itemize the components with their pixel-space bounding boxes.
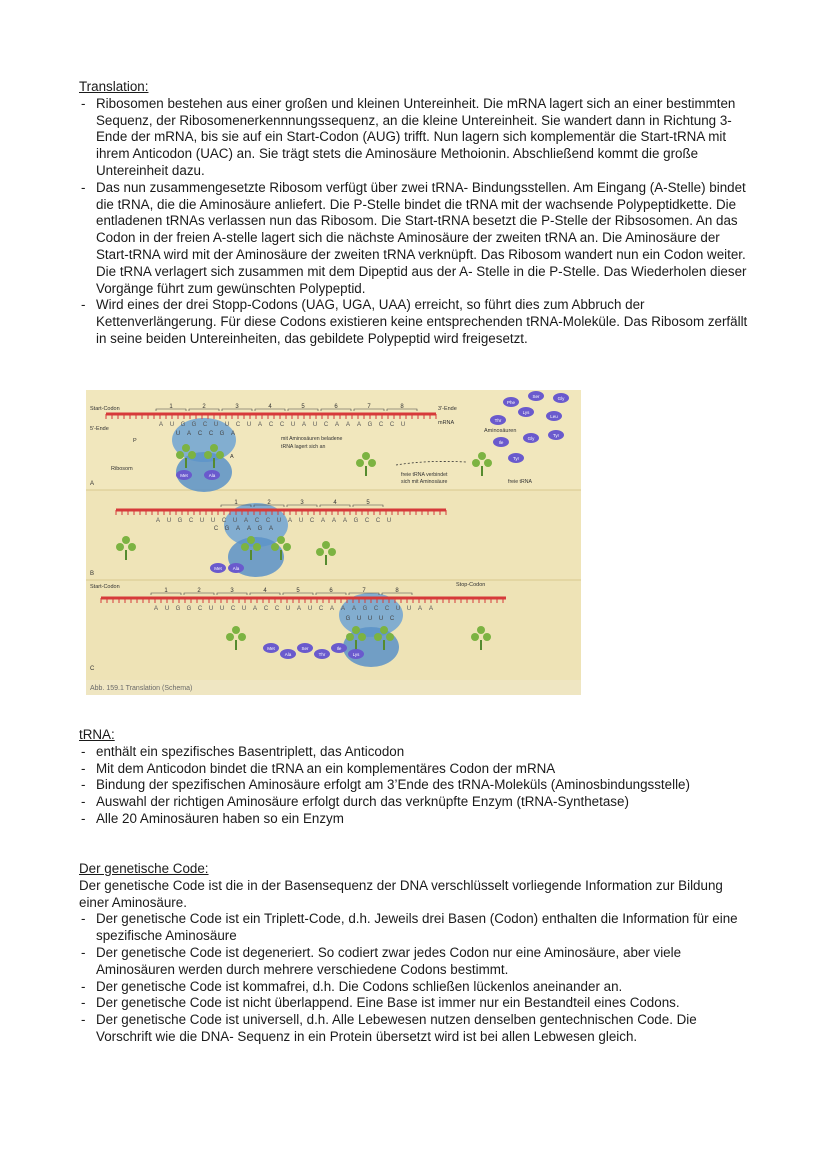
list-item: - Der genetische Code ist nicht überlappend. Eine Base ist immer nur ein Bestandteil eines Codons. — [79, 995, 749, 1012]
mrna-base: U — [166, 518, 172, 524]
mrna-base: A — [287, 518, 293, 524]
mrna-base: A — [331, 518, 337, 524]
codon-number: 2 — [202, 404, 206, 410]
list-item: - Der genetische Code ist degeneriert. So codiert zwar jedes Codon nur eine Aminosäure, aber viele Aminosäuren werden durch mehrere verschiedene Codons bestimmt. — [79, 945, 749, 979]
mrna-base: U — [298, 518, 304, 524]
amino-acid-label: Ala — [284, 652, 292, 657]
amino-acid-label: Ala — [208, 473, 216, 478]
mrna-base: U — [224, 422, 230, 428]
list-item: - Mit dem Anticodon bindet die tRNA an ein komplementäres Codon der mRNA — [79, 761, 749, 778]
amino-acid-label: Ile — [498, 440, 504, 445]
three-end-label: 3'-Ende — [438, 406, 457, 412]
mrna-base: C — [378, 422, 384, 428]
mrna-base: G — [177, 518, 183, 524]
translation-section — [79, 79, 749, 348]
mrna-base: G — [186, 606, 192, 612]
mrna-base: A — [345, 422, 351, 428]
mrna-base: A — [252, 606, 258, 612]
trna — [216, 451, 224, 459]
mrna-base: C — [265, 518, 271, 524]
anticodon-base: U — [356, 616, 362, 622]
trna — [241, 543, 249, 551]
translation-diagram-svg — [86, 390, 581, 695]
trna — [283, 543, 291, 551]
trna — [176, 451, 184, 459]
mrna-base: U — [246, 422, 252, 428]
trna — [210, 444, 218, 452]
codon-number: 8 — [400, 404, 404, 410]
trna — [271, 543, 279, 551]
mrna-base: U — [400, 422, 406, 428]
mrna-base: U — [164, 606, 170, 612]
amino-acid-label: Met — [214, 566, 222, 571]
trna — [253, 543, 261, 551]
trna — [204, 451, 212, 459]
trna — [368, 459, 376, 467]
mrna-base: U — [312, 422, 318, 428]
genetic-code-intro: Der genetische Code ist die in der Basensequenz der DNA verschlüsselt vorliegende Information zur Bildung einer Aminosäure. — [79, 877, 723, 910]
amino-acid-label: Gly — [527, 436, 535, 441]
anticodon-base: A — [186, 431, 192, 437]
list-item: - Der genetische Code ist kommafrei, d.h. Die Codons schließen lückenlos aneinander an. — [79, 979, 749, 996]
loaded-trna-label: mit Aminosäuren beladene — [281, 436, 343, 442]
mrna-base: C — [254, 518, 260, 524]
anticodon-base: C — [197, 431, 203, 437]
mrna-base: C — [274, 606, 280, 612]
trna — [352, 626, 360, 634]
trna — [472, 459, 480, 467]
mrna-base: G — [353, 518, 359, 524]
anticodon-base: G — [345, 616, 351, 622]
amino-acid-label: Thr — [494, 418, 502, 423]
trna — [232, 626, 240, 634]
list-item: - Wird eines der drei Stopp-Codons (UAG, UGA, UAA) erreicht, so führt dies zum Abbruch der Kettenverlängerung. Für diese Codons existieren keine entsprechenden tRNA-Moleküle. Das Ribosom zerfällt in seine beiden Untereinheiten, das gebildete Polypeptid wird freigesetzt. — [79, 297, 749, 347]
mrna-base: U — [395, 606, 401, 612]
trna — [122, 536, 130, 544]
trna — [358, 633, 366, 641]
mrna-base: A — [342, 518, 348, 524]
mrna-base: U — [208, 606, 214, 612]
trna — [182, 444, 190, 452]
amino-acid-label: Gly — [557, 396, 565, 401]
anticodon-base: G — [224, 526, 230, 532]
trna — [471, 633, 479, 641]
codon-number: 5 — [301, 404, 305, 410]
panel-a-label: A — [90, 481, 95, 487]
mrna-base: G — [180, 422, 186, 428]
panel-b-label: B — [90, 571, 95, 577]
mrna-base: U — [232, 518, 238, 524]
mrna-base: C — [235, 422, 241, 428]
mrna-base: A — [153, 606, 159, 612]
mrna-base: A — [155, 518, 161, 524]
list-item: - Das nun zusammengesetzte Ribosom verfügt über zwei tRNA- Bindungsstellen. Am Eingang (A-Stelle) bindet die tRNA, die die Aminosäure anliefert. Die P-Stelle bindet die tRNA mit der wachsende Polypeptidkette. Die entladenen tRNAs verlassen nun das Ribosom. Die Start-tRNA besetzt die P-Stelle der Ribsosomen. An das Codon in der freien A-stelle lagert sich die nächste Aminosäure der zweiten tRNA an. Die Aminosäure der Start-tRNA wird mit der Aminosäure der zweiten tRNA verknüpft. Das Ribosom wandert nun ein Codon weiter. Die tRNA verlagert sich zusammen mit dem Dipeptid aus der A- Stelle in die P-Stelle. Das Wiederholen dieser Vorgänge führt zum gewünschten Polypeptid. — [79, 180, 749, 298]
codon-number: 3 — [230, 588, 234, 594]
list-item: - Alle 20 Aminosäuren haben so ein Enzym — [79, 811, 749, 828]
amino-acid-label: Thr — [318, 652, 326, 657]
ribosome-label: Ribosom — [111, 466, 133, 472]
mrna-base: C — [263, 606, 269, 612]
trna — [362, 452, 370, 460]
mrna-base: C — [197, 606, 203, 612]
loaded-trna-label-2: tRNA lagert sich an — [281, 444, 326, 450]
anticodon-base: C — [389, 616, 395, 622]
anticodon-base: A — [246, 526, 252, 532]
anticodon-base: U — [367, 616, 373, 622]
amino-acids-label: Aminosäuren — [484, 428, 517, 434]
codon-number: 6 — [334, 404, 338, 410]
translation-diagram — [86, 390, 581, 695]
codon-number: 2 — [267, 500, 271, 506]
mrna-base: A — [158, 422, 164, 428]
amino-acid-label: Phe — [506, 400, 516, 405]
ribosome-c-small-subunit — [343, 627, 399, 667]
amino-acid-label: Ser — [301, 646, 309, 651]
mrna-base: C — [309, 518, 315, 524]
trna-list — [79, 744, 749, 828]
start-codon-label: Start-Codon — [90, 584, 120, 590]
amino-acid-label: Lys — [522, 410, 530, 415]
trna — [380, 626, 388, 634]
mrna-base: C — [389, 422, 395, 428]
trna — [477, 626, 485, 634]
trna — [374, 633, 382, 641]
mrna-base: C — [268, 422, 274, 428]
mrna-base: A — [257, 422, 263, 428]
list-item: - Der genetische Code ist ein Triplett-Code, d.h. Jeweils drei Basen (Codon) enthalten die Information für eine spezifische Aminosäure — [79, 911, 749, 945]
anticodon-base: A — [268, 526, 274, 532]
mrna-base: G — [367, 422, 373, 428]
trna — [247, 536, 255, 544]
anticodon-base: C — [208, 431, 214, 437]
mrna-base: C — [279, 422, 285, 428]
p-site-label: P — [133, 438, 137, 444]
mrna-base: A — [243, 518, 249, 524]
amino-acid-label: Leu — [550, 414, 558, 419]
mrna-label: mRNA — [438, 420, 455, 426]
panel-band — [86, 580, 581, 680]
trna — [128, 543, 136, 551]
trna-section — [79, 727, 749, 828]
start-codon-label: Start-Codon — [90, 406, 120, 412]
codon-number: 4 — [333, 500, 337, 506]
mrna-base: C — [202, 422, 208, 428]
free-trna-binds-label-2: sich mit Aminosäure — [401, 479, 448, 485]
mrna-base: A — [340, 606, 346, 612]
amino-acid-label: Ala — [232, 566, 240, 571]
codon-number: 7 — [367, 404, 371, 410]
list-item: - Auswahl der richtigen Aminosäure erfolgt durch das verknüpfte Enzym (tRNA-Synthetase) — [79, 794, 749, 811]
codon-number: 7 — [362, 588, 366, 594]
trna — [226, 633, 234, 641]
anticodon-base: G — [257, 526, 263, 532]
anticodon-base: A — [230, 431, 236, 437]
codon-number: 5 — [366, 500, 370, 506]
amino-acid-label: Lys — [352, 652, 360, 657]
list-item: - Bindung der spezifischen Aminosäure erfolgt am 3’Ende des tRNA-Moleküls (Aminosbindungsstelle) — [79, 777, 749, 794]
trna — [116, 543, 124, 551]
codon-number: 3 — [235, 404, 239, 410]
mrna-base: C — [384, 606, 390, 612]
mrna-base: C — [221, 518, 227, 524]
codon-number: 2 — [197, 588, 201, 594]
trna — [277, 536, 285, 544]
codon-number: 4 — [268, 404, 272, 410]
mrna-base: A — [356, 422, 362, 428]
mrna-base: U — [307, 606, 313, 612]
trna — [483, 633, 491, 641]
mrna-base: A — [296, 606, 302, 612]
mrna-base: A — [320, 518, 326, 524]
trna — [484, 459, 492, 467]
anticodon-base: A — [235, 526, 241, 532]
trna — [328, 548, 336, 556]
mrna-base: A — [351, 606, 357, 612]
amino-acid-label: Tyr — [512, 456, 520, 461]
mrna-base: U — [276, 518, 282, 524]
mrna-base: U — [386, 518, 392, 524]
anticodon-base: C — [213, 526, 219, 532]
free-trna-binds-label: freie tRNA verbindet — [401, 472, 448, 478]
a-site-label: A — [230, 454, 234, 460]
codon-number: 1 — [164, 588, 168, 594]
mrna-base: C — [323, 422, 329, 428]
mrna-base: G — [362, 606, 368, 612]
mrna-base: A — [301, 422, 307, 428]
mrna-base: U — [285, 606, 291, 612]
mrna-base: U — [199, 518, 205, 524]
codon-number: 6 — [329, 588, 333, 594]
figure-caption: Abb. 159.1 Translation (Schema) — [90, 685, 193, 692]
mrna-base: C — [318, 606, 324, 612]
trna — [356, 459, 364, 467]
codon-number: 8 — [395, 588, 399, 594]
trna — [316, 548, 324, 556]
anticodon-base: G — [219, 431, 225, 437]
mrna-base: C — [375, 518, 381, 524]
amino-acid-label: Met — [267, 646, 275, 651]
mrna-base: U — [241, 606, 247, 612]
codon-number: 1 — [169, 404, 173, 410]
mrna-base: A — [428, 606, 434, 612]
list-item: - Der genetische Code ist universell, d.h. Alle Lebewesen nutzen denselben gentechnischen Code. Die Vorschrift wie die DNA- Sequenz in ein Protein übersetzt wird ist bei allen Lebwesen gleich. — [79, 1012, 749, 1046]
codon-number: 3 — [300, 500, 304, 506]
mrna-base: U — [406, 606, 412, 612]
mrna-base: U — [169, 422, 175, 428]
mrna-base: C — [188, 518, 194, 524]
mrna-base: G — [191, 422, 197, 428]
mrna-base: A — [417, 606, 423, 612]
list-item: - enthält ein spezifisches Basentriplett, das Anticodon — [79, 744, 749, 761]
mrna-base: G — [175, 606, 181, 612]
codon-number: 4 — [263, 588, 267, 594]
codon-number: 5 — [296, 588, 300, 594]
trna — [322, 541, 330, 549]
panel-c-label: C — [90, 666, 95, 672]
mrna-base: C — [373, 606, 379, 612]
trna — [188, 451, 196, 459]
trna-heading: tRNA: — [79, 727, 115, 742]
amino-acid-label: Tyr — [552, 433, 560, 438]
amino-acid-label: Met — [180, 473, 188, 478]
amino-acid-label: Ser — [532, 394, 540, 399]
mrna-base: U — [219, 606, 225, 612]
five-end-label: 5'-Ende — [90, 426, 109, 432]
mrna-base: A — [334, 422, 340, 428]
mrna-base: U — [290, 422, 296, 428]
genetic-code-heading: Der genetische Code: — [79, 861, 209, 876]
amino-acid-label: Ile — [336, 646, 342, 651]
anticodon-base: U — [175, 431, 181, 437]
mrna-base: A — [329, 606, 335, 612]
trna — [478, 452, 486, 460]
trna — [386, 633, 394, 641]
mrna-base: C — [230, 606, 236, 612]
translation-list — [79, 96, 749, 348]
mrna-base: C — [364, 518, 370, 524]
mrna-base: U — [210, 518, 216, 524]
anticodon-base: U — [378, 616, 384, 622]
list-item: - Ribosomen bestehen aus einer großen und kleinen Untereinheit. Die mRNA lagert sich an einer bestimmten Sequenz, der Ribosomenerkennnungssequenz, an die kleine Untereinheit. Sie wandert dann in Richtung 3-Ende der mRNA, bis sie auf ein Start-Codon (AUG) trifft. Nun lagern sich komplementär die Start-tRNA mit ihrem Anticodon (UAC) an. Sie trägt stets die Aminosäure Methoionin. Abschließend kommt die große Untereinheit dazu. — [79, 96, 749, 180]
mrna-base: U — [213, 422, 219, 428]
free-trna-label: freie tRNA — [508, 479, 532, 485]
trna — [346, 633, 354, 641]
stop-codon-label: Stop-Codon — [456, 582, 486, 588]
translation-heading: Translation: — [79, 79, 149, 94]
codon-number: 1 — [234, 500, 238, 506]
genetic-code-list — [79, 911, 749, 1045]
genetic-code-section — [79, 861, 749, 1046]
trna — [238, 633, 246, 641]
